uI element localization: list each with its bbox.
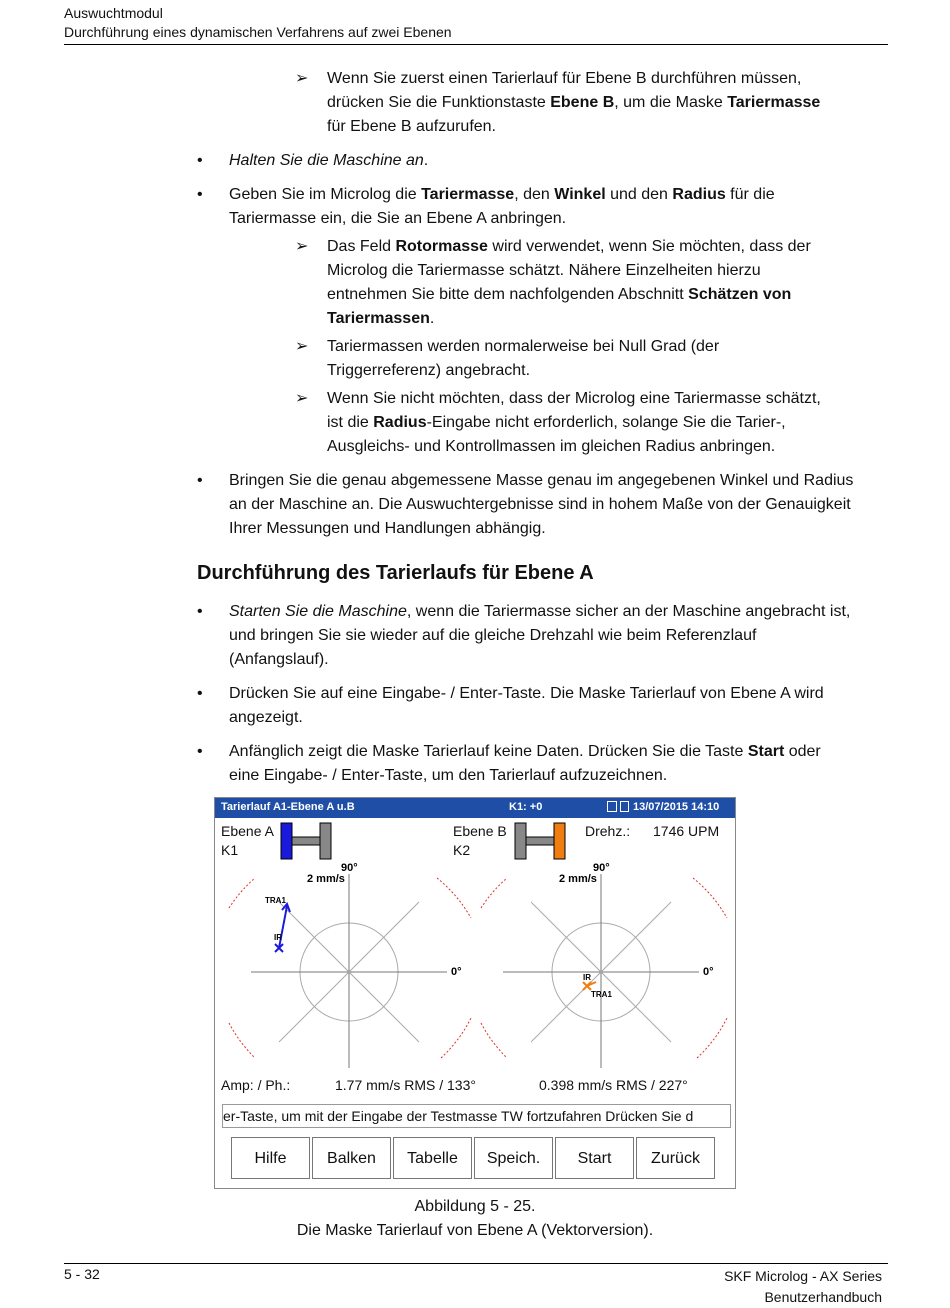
screen-title: Tarierlauf A1-Ebene A u.B	[221, 801, 355, 813]
header-rule	[64, 44, 888, 45]
k2-label: K2	[453, 842, 471, 858]
range-arc	[481, 878, 507, 908]
sub-bullet-rotormass: Das Feld Rotormasse wird verwendet, wenn Sie möchten, dass der Microlog die Tariermasse schätzt. Nähere Einzelheiten hierzu entnehmen Sie bitte dem nachfolgenden Abschnitt Schätzen von Tariermassen.	[327, 238, 811, 327]
function-key-row	[231, 1137, 718, 1181]
bullet-press-enter: Drücken Sie auf eine Eingabe- / Enter-Taste. Die Maske Tarierlauf von Ebene A wird angezeigt.	[229, 685, 824, 726]
amp-phase-plane-b: 0.398 mm/s RMS / 227°	[539, 1077, 688, 1093]
start-button[interactable]: Start	[555, 1137, 634, 1179]
section-heading: Durchführung des Tarierlaufs für Ebene A	[197, 562, 594, 584]
range-arc	[693, 878, 727, 918]
ir-label-b: IR	[583, 973, 591, 982]
arrow-bullet-icon: ➢	[295, 238, 309, 255]
screen-titlebar	[215, 798, 735, 818]
range-arc	[229, 1023, 255, 1058]
range-arc	[441, 1018, 471, 1058]
deg0-label-a: 0°	[451, 966, 462, 978]
speed-label: Drehz.:	[585, 823, 631, 839]
figure-caption: Abbildung 5 - 25. Die Maske Tarierlauf von Ebene A (Vektorversion).	[296, 1198, 654, 1239]
polar-plot-plane-a	[215, 858, 475, 1078]
k1-status: K1: +0	[509, 801, 543, 813]
k1-label: K1	[221, 842, 239, 858]
bullet-attach-mass: Bringen Sie die genau abgemessene Masse genau im angegebenen Winkel und Radius an der Maschine an. Die Auswuchtergebnisse sind in hohem Maße von der Genauigkeit Ihrer Messungen und Handlungen abhängig.	[229, 472, 854, 537]
bullet-icon: •	[197, 472, 203, 489]
footer-product: SKF Microlog - AX Series Benutzerhandbuch	[724, 1268, 882, 1305]
bullet-stop-machine: Halten Sie die Maschine an.	[229, 152, 429, 169]
table-button[interactable]: Tabelle	[393, 1137, 472, 1179]
bullet-icon: •	[197, 685, 203, 702]
polar-plot-plane-b	[471, 858, 735, 1078]
arrow-bullet-icon: ➢	[295, 390, 309, 407]
sub-bullet-radius: Wenn Sie nicht möchten, dass der Microlog eine Tariermasse schätzt, ist die Radius-Eingabe nicht erforderlich, solange Sie die Tarier-, Ausgleichs- und Kontrollmassen im gleichen Radius anbringen.	[327, 390, 821, 455]
memory-card-icon	[607, 801, 617, 812]
arrow-bullet-icon: ➢	[295, 338, 309, 355]
bullet-icon: •	[197, 743, 203, 760]
deg0-label-b: 0°	[703, 966, 714, 978]
deg90-label-b: 90°	[593, 862, 610, 874]
speed-value: 1746 UPM	[653, 823, 720, 839]
plane-a-rotor-icon	[279, 821, 335, 861]
help-button[interactable]: Hilfe	[231, 1137, 310, 1179]
arrow-bullet-icon: ➢	[295, 70, 309, 87]
bullet-enter-mass: Geben Sie im Microlog die Tariermasse, den Winkel und den Radius für die Tariermasse ein, die Sie an Ebene A anbringen.	[229, 186, 775, 227]
bullet-icon: •	[197, 186, 203, 203]
ir-label-a: IR	[274, 933, 282, 942]
tra1-label-b: TRA1	[591, 990, 612, 999]
scale-label-a: 2 mm/s	[307, 873, 345, 885]
running-header	[64, 4, 452, 42]
device-screen	[214, 797, 736, 1189]
bullet-start-machine: Starten Sie die Maschine, wenn die Tariermasse sicher an der Maschine angebracht ist, und bringen Sie sie wieder auf die gleiche Drehzahl wie beim Referenzlauf (Anfangslauf).	[229, 603, 851, 668]
plane-b-label: Ebene B	[453, 823, 507, 839]
bullet-press-start: Anfänglich zeigt die Maske Tarierlauf keine Daten. Drücken Sie die Taste Start oder eine Eingabe- / Enter-Taste, um den Tarierlauf aufzuzeichnen.	[229, 743, 821, 784]
header-module: Auswuchtmodul	[64, 5, 163, 21]
screen-datetime: 13/07/2015 14:10	[633, 801, 720, 813]
sub-bullet-planeb: Wenn Sie zuerst einen Tarierlauf für Ebene B durchführen müssen, drücken Sie die Funktionstaste Ebene B, um die Maske Tariermasse für Ebene B aufzurufen.	[327, 70, 821, 135]
plane-b-rotor-icon	[513, 821, 569, 861]
bullet-icon: •	[197, 152, 203, 169]
range-arc	[697, 1018, 727, 1058]
plane-a-label: Ebene A	[221, 823, 274, 839]
deg90-label-a: 90°	[341, 862, 358, 874]
scale-label-b: 2 mm/s	[559, 873, 597, 885]
amp-phase-plane-a: 1.77 mm/s RMS / 133°	[335, 1077, 476, 1093]
range-arc	[481, 1023, 507, 1058]
page-number: 5 - 32	[64, 1266, 100, 1282]
bullet-icon: •	[197, 603, 203, 620]
save-button[interactable]: Speich.	[474, 1137, 553, 1179]
amp-phase-label: Amp: / Ph.:	[221, 1077, 291, 1093]
range-arc	[229, 878, 255, 908]
status-message: er-Taste, um mit der Eingabe der Testmasse TW fortzufahren Drücken Sie d	[222, 1104, 731, 1128]
header-section: Durchführung eines dynamischen Verfahrens auf zwei Ebenen	[64, 24, 452, 40]
footer-rule	[64, 1263, 888, 1264]
back-button[interactable]: Zurück	[636, 1137, 715, 1179]
range-arc	[437, 878, 471, 918]
sub-bullet-zero-degree: Tariermassen werden normalerweise bei Null Grad (der Triggerreferenz) angebracht.	[327, 338, 720, 379]
tra1-label-a: TRA1	[265, 896, 286, 905]
battery-icon	[620, 801, 629, 812]
bar-button[interactable]: Balken	[312, 1137, 391, 1179]
